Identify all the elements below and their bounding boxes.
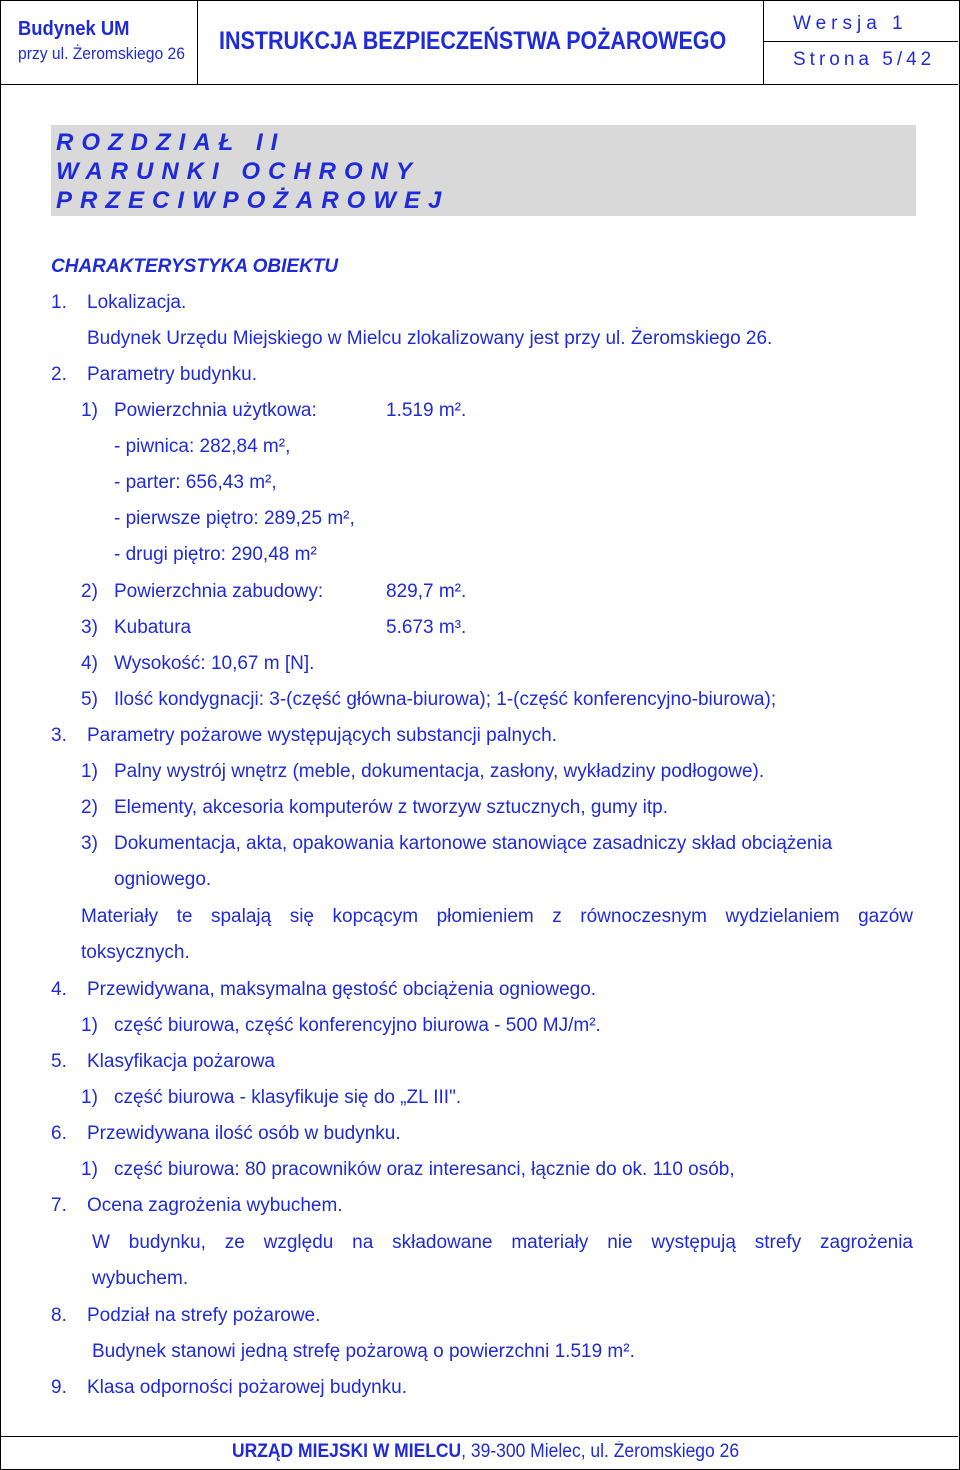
- header-building-cell: [0, 0, 198, 84]
- item-title: Klasyfikacja pożarowa: [87, 1051, 275, 1072]
- chapter-title-line2: PRZECIWPOŻAROWEJ: [56, 187, 450, 214]
- item-title: Klasa odporności pożarowej budynku.: [87, 1377, 408, 1398]
- detail-line: - piwnica: 282,84 m²,: [114, 436, 291, 457]
- subitem-label: Powierzchnia zabudowy:: [114, 581, 324, 602]
- subitem-text: Ilość kondygnacji: 3-(część główna-biurowa); 1-(część konferencyjno-biurowa);: [114, 689, 777, 710]
- subitem-number: 5): [81, 689, 98, 710]
- item-number: 3.: [51, 725, 67, 746]
- document-title: INSTRUKCJA BEZPIECZEŃSTWA POŻAROWEGO: [219, 27, 727, 55]
- subitem-text: Elementy, akcesoria komputerów z tworzyw sztucznych, gumy itp.: [114, 797, 669, 818]
- page-number: Strona 5/42: [793, 49, 936, 70]
- item-title: Przewidywana, maksymalna gęstość obciążenia ogniowego.: [87, 979, 597, 1000]
- detail-line: - drugi piętro: 290,48 m²: [114, 544, 317, 565]
- paragraph: toksycznych.: [81, 942, 190, 963]
- subitem-text: część biurowa, część konferencyjno biurowa - 500 MJ/m².: [114, 1015, 601, 1036]
- subitem-value: 1.519 m².: [386, 400, 467, 421]
- item-number: 6.: [51, 1123, 67, 1144]
- item-title: Parametry budynku.: [87, 364, 258, 385]
- item-number: 7.: [51, 1195, 67, 1216]
- detail-line: - parter: 656,43 m²,: [114, 472, 277, 493]
- subitem-number: 3): [81, 833, 98, 854]
- subitem-text: ogniowego.: [114, 869, 212, 890]
- chapter-heading: [51, 125, 916, 216]
- page-header: [0, 0, 958, 85]
- subitem-number: 1): [81, 1159, 98, 1180]
- item-number: 8.: [51, 1305, 67, 1326]
- paragraph: wybuchem.: [92, 1268, 189, 1289]
- item-title: Przewidywana ilość osób w budynku.: [87, 1123, 401, 1144]
- subitem-number: 1): [81, 400, 98, 421]
- footer-address: , 39-300 Mielec, ul. Żeromskiego 26: [461, 1441, 740, 1462]
- item-number: 4.: [51, 979, 67, 1000]
- chapter-title-line1: WARUNKI OCHRONY: [56, 158, 420, 185]
- header-version-cell: [763, 0, 958, 84]
- subitem-number: 1): [81, 1015, 98, 1036]
- item-title: Ocena zagrożenia wybuchem.: [87, 1195, 343, 1216]
- subitem-value: 5.673 m³.: [386, 617, 467, 638]
- subitem-label: Powierzchnia użytkowa:: [114, 400, 317, 421]
- subitem-value: 829,7 m².: [386, 581, 467, 602]
- chapter-number: ROZDZIAŁ II: [56, 129, 286, 156]
- paragraph: W budynku, ze względu na składowane materiały nie występują strefy zagrożenia: [92, 1232, 913, 1253]
- document-version: Wersja 1: [793, 13, 908, 34]
- subitem-text: część biurowa: 80 pracowników oraz interesanci, łącznie do ok. 110 osób,: [114, 1159, 735, 1180]
- paragraph: Budynek stanowi jedną strefę pożarową o powierzchni 1.519 m².: [92, 1341, 635, 1362]
- item-number: 9.: [51, 1377, 67, 1398]
- item-title: Podział na strefy pożarowe.: [87, 1305, 321, 1326]
- subitem-text: Palny wystrój wnętrz (meble, dokumentacja, zasłony, wykładziny podłogowe).: [114, 761, 765, 782]
- header-divider: [763, 41, 958, 42]
- subitem-text: Dokumentacja, akta, opakowania kartonowe stanowiące zasadniczy skład obciążenia: [114, 833, 833, 854]
- subitem-number: 1): [81, 761, 98, 782]
- item-title: Lokalizacja.: [87, 292, 187, 313]
- section-title: CHARAKTERYSTYKA OBIEKTU: [51, 256, 339, 277]
- item-number: 5.: [51, 1051, 67, 1072]
- footer-office: URZĄD MIEJSKI W MIELCU: [232, 1441, 462, 1462]
- subitem-text: Wysokość: 10,67 m [N].: [114, 653, 315, 674]
- footer-divider: [0, 1436, 958, 1437]
- subitem-text: część biurowa - klasyfikuje się do „ZL III".: [114, 1087, 462, 1108]
- header-title-cell: [197, 0, 764, 84]
- subitem-number: 1): [81, 1087, 98, 1108]
- subitem-number: 2): [81, 581, 98, 602]
- subitem-label: Kubatura: [114, 617, 192, 638]
- subitem-number: 2): [81, 797, 98, 818]
- item-number: 1.: [51, 292, 67, 313]
- item-number: 2.: [51, 364, 67, 385]
- header-building-address: przy ul. Żeromskiego 26: [18, 44, 185, 63]
- detail-line: - pierwsze piętro: 289,25 m²,: [114, 508, 355, 529]
- paragraph: Materiały te spalają się kopcącym płomieniem z równoczesnym wydzielaniem gazów: [81, 906, 913, 927]
- header-building-name: Budynek UM: [18, 18, 130, 40]
- page-footer: [232, 1441, 739, 1463]
- subitem-number: 3): [81, 617, 98, 638]
- item-title: Parametry pożarowe występujących substancji palnych.: [87, 725, 557, 746]
- paragraph: Budynek Urzędu Miejskiego w Mielcu zlokalizowany jest przy ul. Żeromskiego 26.: [87, 328, 773, 349]
- subitem-number: 4): [81, 653, 98, 674]
